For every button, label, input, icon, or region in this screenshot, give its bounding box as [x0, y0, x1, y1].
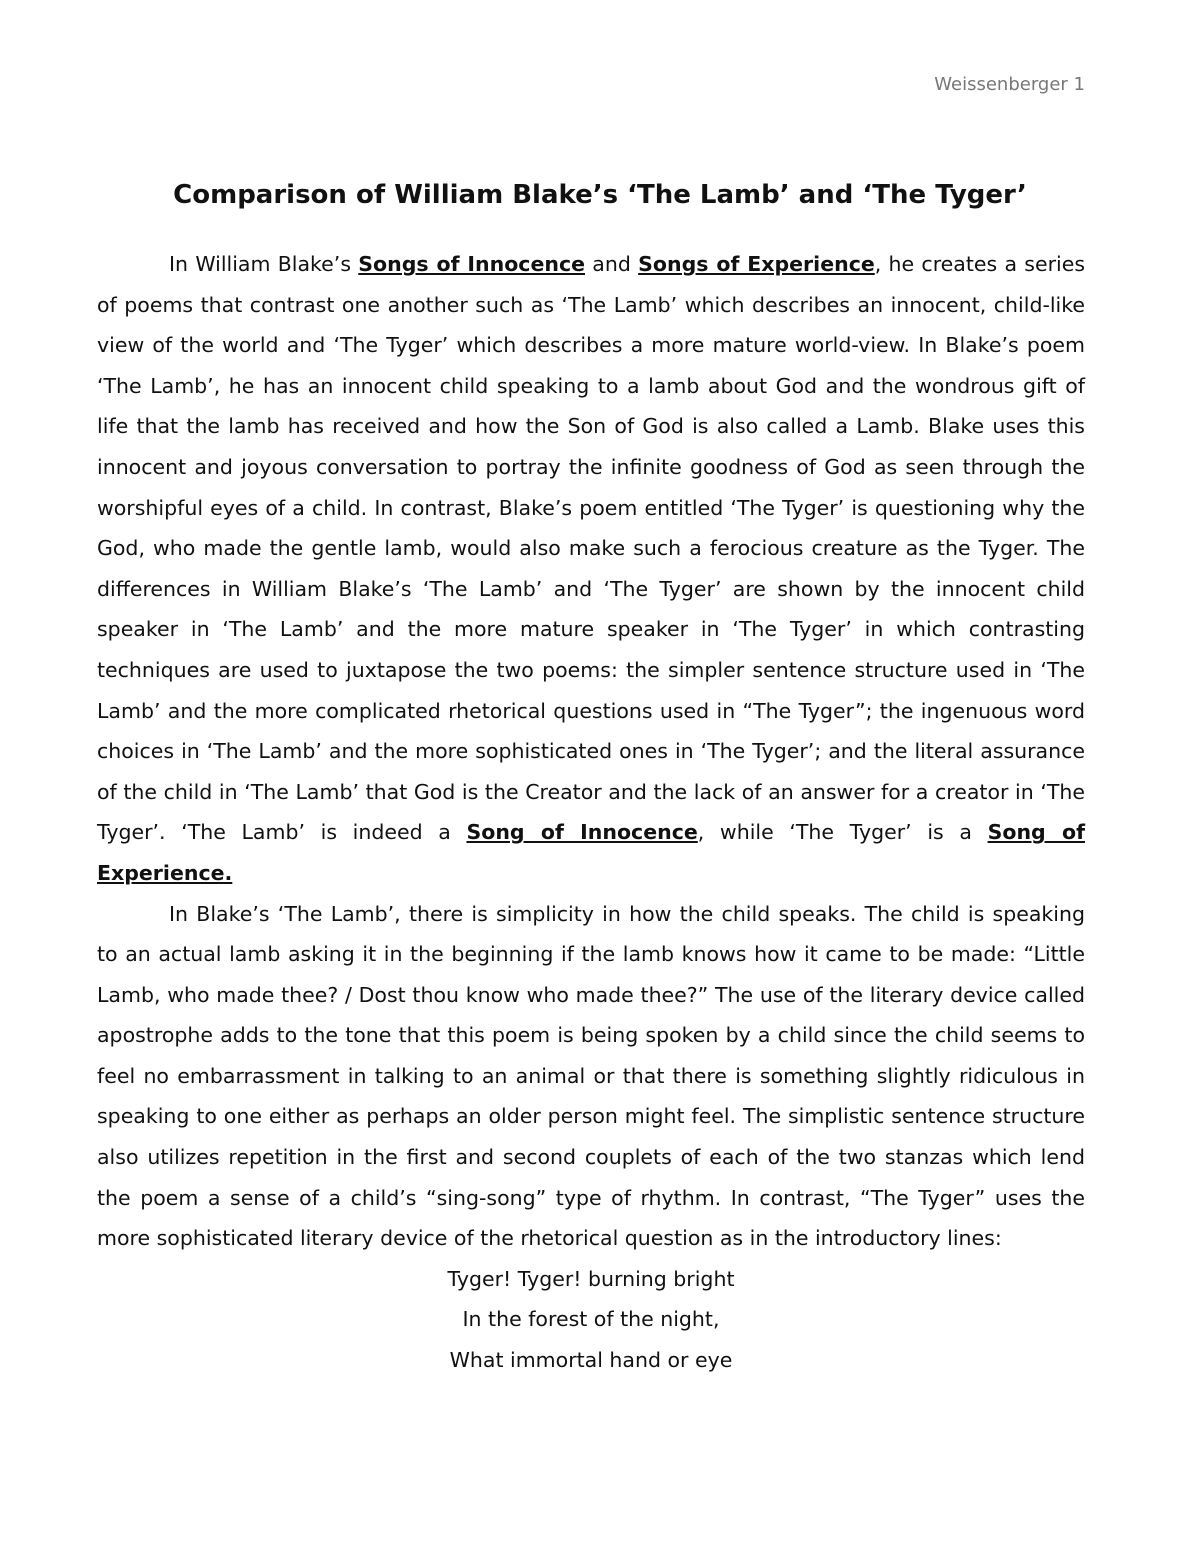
- work-title-song-of-innocence: Song of Innocence: [466, 820, 698, 845]
- essay-title: Comparison of William Blake’s ‘The Lamb’ and ‘The Tyger’: [173, 180, 1027, 210]
- paragraph-1-text-a: In William Blake’s: [169, 252, 359, 276]
- essay-body: [97, 244, 1085, 1381]
- running-head: Weissenberger 1: [934, 74, 1085, 95]
- poem-line: Tyger! Tyger! burning bright: [447, 1266, 735, 1291]
- block-quote: [97, 1259, 1085, 1381]
- poem-line: In the forest of the night,: [462, 1307, 720, 1332]
- poem-line: What immortal hand or eye: [449, 1348, 733, 1373]
- work-title-songs-of-innocence: Songs of Innocence: [358, 252, 586, 276]
- work-title-songs-of-experience: Songs of Experience: [638, 252, 875, 276]
- paragraph-1-text-d: , while ‘The Tyger’ is a: [697, 820, 988, 845]
- paragraph-1-text-c: , he creates a series of poems that contrast one another such as ‘The Lamb’ which describes an innocent, child-like view of the world and ‘The Tyger’ which describes a more mature world-view. In Blake’s poem ‘The Lamb’, he has an innocent child speaking to a lamb about God and the wondrous gift of life that the lamb has received and how the Son of God is also called a Lamb. Blake uses this innocent and joyous conversation to portray the infinite goodness of God as seen through the worshipful eyes of a child. In contrast, Blake’s poem entitled ‘The Tyger’ is questioning why the God, who made the gentle lamb, would also make such a ferocious creature as the Tyger. The differences in William Blake’s ‘The Lamb’ and ‘The Tyger’ are shown by the innocent child speaker in ‘The Lamb’ and the more mature speaker in ‘The Tyger’ in which contrasting techniques are used to juxtapose the two poems: the simpler sentence structure used in ‘The Lamb’ and the more complicated rhetorical questions used in “The Tyger”; the ingenuous word choices in ‘The Lamb’ and the more sophisticated ones in ‘The Tyger’; and the literal assurance of the child in ‘The Lamb’ that God is the Creator and the lack of an answer for a creator in ‘The Tyger’. ‘The Lamb’ is indeed a: [97, 252, 1086, 845]
- work-title-song-of-experience: Song of Experience.: [97, 820, 1085, 885]
- paragraph-1-text-b: and: [585, 252, 639, 276]
- paragraph-2: In Blake’s ‘The Lamb’, there is simplicity in how the child speaks. The child is speaking to an actual lamb asking it in the beginning if the lamb knows how it came to be made: “Little Lamb, who made thee? / Dost thou know who made thee?” The use of the literary device called apostrophe adds to the tone that this poem is being spoken by a child since the child seems to feel no embarrassment in talking to an animal or that there is something slightly ridiculous in speaking to one either as perhaps an older person might feel. The simplistic sentence structure also utilizes repetition in the first and second couplets of each of the two stanzas which lend the poem a sense of a child’s “sing-song” type of rhythm. In contrast, “The Tyger” uses the more sophisticated literary device of the rhetorical question as in the introductory lines:: [97, 901, 1085, 1251]
- paragraph-1: [97, 244, 1085, 894]
